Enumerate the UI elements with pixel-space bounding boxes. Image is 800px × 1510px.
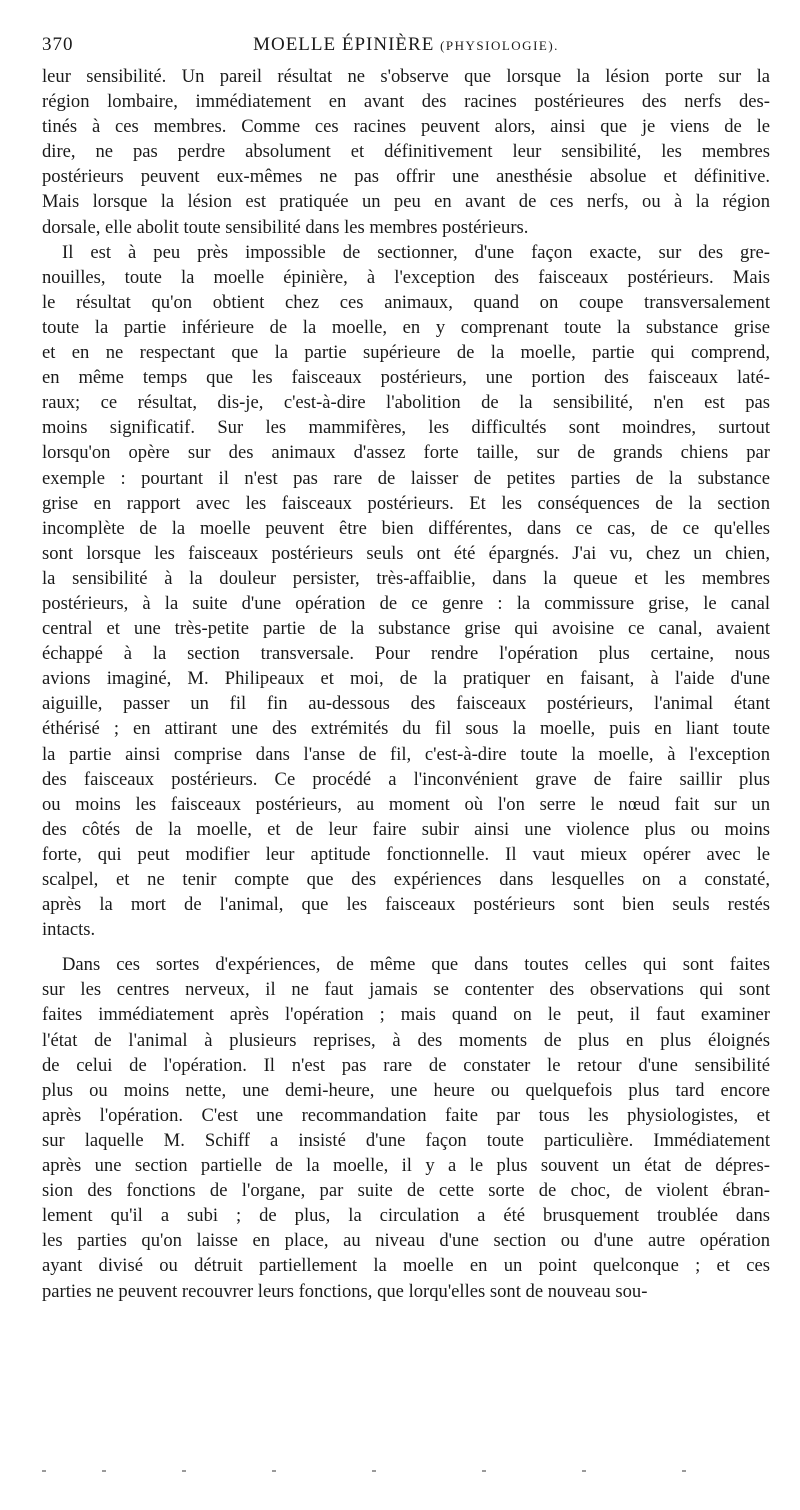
text-line: Il est à peu près impossible de sectionner, d'une façon exacte, sur des gre- xyxy=(62,241,770,263)
running-title-main: MOELLE ÉPINIÈRE xyxy=(253,34,435,55)
text-line: intacts. xyxy=(42,919,96,941)
running-head xyxy=(42,30,770,60)
text-line: exemple : pourtant il n'est pas rare de laisser de petites parties de la substance xyxy=(42,467,770,489)
text-line: postérieurs, à la suite d'une opération de ce genre : la commissure grise, le canal xyxy=(42,592,770,614)
text-line: après l'opération. C'est une recommandation faite par tous les physiologistes, et xyxy=(42,1104,770,1126)
book-page xyxy=(42,30,770,1304)
dot-mark xyxy=(102,1470,106,1472)
bottom-dot-marks xyxy=(42,1470,770,1476)
text-line: postérieurs peuvent eux-mêmes ne pas offrir une anesthésie absolue et définitive. xyxy=(42,166,770,188)
running-title-section: (PHYSIOLOGIE). xyxy=(440,38,559,53)
paragraph-2 xyxy=(42,240,770,943)
text-line: plus ou moins nette, une demi-heure, une heure ou quelquefois plus tard encore xyxy=(42,1079,770,1101)
text-line: le résultat qu'on obtient chez ces animaux, quand on coupe transversalement xyxy=(42,291,770,313)
body-text xyxy=(42,64,770,1304)
text-line: lement qu'il a subi ; de plus, la circulation a été brusquement troublée dans xyxy=(42,1205,770,1227)
text-line: des faisceaux postérieurs. Ce procédé a l'inconvénient grave de faire saillir plus xyxy=(42,768,770,790)
text-line: grise en rapport avec les faisceaux postérieurs. Et les conséquences de la section xyxy=(42,492,770,514)
text-line: raux; ce résultat, dis-je, c'est-à-dire l'abolition de la sensibilité, n'en est pas xyxy=(42,392,770,414)
text-line: dire, ne pas perdre absolument et définitivement leur sensibilité, les membres xyxy=(42,141,770,163)
text-line: et en ne respectant que la partie supérieure de la moelle, partie qui comprend, xyxy=(42,342,770,364)
text-line: scalpel, et ne tenir compte que des expériences dans lesquelles on a constaté, xyxy=(42,869,770,890)
text-line: aiguille, passer un fil fin au-dessous des faisceaux postérieurs, l'animal étant xyxy=(42,693,770,715)
text-line: la sensibilité à la douleur persister, très-affaiblie, dans la queue et les membres xyxy=(42,567,770,589)
paragraph-1 xyxy=(42,64,770,240)
dot-mark xyxy=(42,1470,46,1472)
text-line: dorsale, elle abolit toute sensibilité dans les membres postérieurs. xyxy=(42,216,529,238)
text-line: central et une très-petite partie de la substance grise qui avoisine ce canal, avaient xyxy=(42,618,770,640)
text-line: après la mort de l'animal, que les faisceaux postérieurs sont bien seuls restés xyxy=(42,894,770,916)
text-line: avions imaginé, M. Philipeaux et moi, de la pratiquer en faisant, à l'aide d'une xyxy=(42,668,770,690)
running-title xyxy=(42,34,770,56)
text-line: sont lorsque les faisceaux postérieurs seuls ont été épargnés. J'ai vu, chez un chien, xyxy=(42,542,770,564)
text-line: ayant divisé ou détruit partiellement la moelle en un point quelconque ; et ces xyxy=(42,1255,770,1277)
text-line: incomplète de la moelle peuvent être bien différentes, dans ce cas, de ce qu'elles xyxy=(42,517,770,539)
text-line: leur sensibilité. Un pareil résultat ne s'observe que lorsque la lésion porte sur la xyxy=(42,66,770,87)
text-line: l'état de l'animal à plusieurs reprises, à des moments de plus en plus éloignés xyxy=(42,1029,770,1051)
dot-mark xyxy=(182,1470,186,1472)
text-line: ou moins les faisceaux postérieurs, au moment où l'on serre le nœud fait sur un xyxy=(42,793,770,815)
text-line: la partie ainsi comprise dans l'anse de fil, c'est-à-dire toute la moelle, à l'exception xyxy=(42,743,770,765)
dot-mark xyxy=(582,1470,586,1472)
text-line: nouilles, toute la moelle épinière, à l'exception des faisceaux postérieurs. Mais xyxy=(42,266,770,288)
text-line: lorsqu'on opère sur des animaux d'assez forte taille, sur de grands chiens par xyxy=(42,442,770,464)
paragraph-3 xyxy=(42,952,770,1303)
text-line: toute la partie inférieure de la moelle, en y comprenant toute la substance grise xyxy=(42,316,770,338)
text-line: sur laquelle M. Schiff a insisté d'une façon toute particulière. Immédiatement xyxy=(42,1129,770,1151)
text-line: forte, qui peut modifier leur aptitude fonctionnelle. Il vaut mieux opérer avec le xyxy=(42,843,770,865)
text-line: moins significatif. Sur les mammifères, les difficultés sont moindres, surtout xyxy=(42,417,770,439)
text-line: après une section partielle de la moelle, il y a le plus souvent un état de dépres- xyxy=(42,1155,770,1177)
text-line: en même temps que les faisceaux postérieurs, une portion des faisceaux laté- xyxy=(42,367,770,389)
text-line: éthérisé ; en attirant une des extrémités du fil sous la moelle, puis en liant toute xyxy=(42,718,770,740)
text-line: de celui de l'opération. Il n'est pas rare de constater le retour d'une sensibilité xyxy=(42,1054,770,1076)
text-line: Mais lorsque la lésion est pratiquée un peu en avant de ces nerfs, ou à la région xyxy=(42,191,770,213)
text-line: les parties qu'on laisse en place, au niveau d'une section ou d'une autre opération xyxy=(42,1230,770,1252)
text-line: tinés à ces membres. Comme ces racines peuvent alors, ainsi que je viens de le xyxy=(42,116,770,138)
text-line: échappé à la section transversale. Pour rendre l'opération plus certaine, nous xyxy=(42,643,770,665)
text-line: faites immédiatement après l'opération ; mais quand on le peut, il faut examiner xyxy=(42,1004,770,1026)
text-line: sur les centres nerveux, il ne faut jamais se contenter des observations qui sont xyxy=(42,979,770,1001)
dot-mark xyxy=(482,1470,486,1472)
dot-mark xyxy=(272,1470,276,1472)
text-line: Dans ces sortes d'expériences, de même que dans toutes celles qui sont faites xyxy=(62,954,770,976)
dot-mark xyxy=(372,1470,376,1472)
text-line: des côtés de la moelle, et de leur faire subir ainsi une violence plus ou moins xyxy=(42,818,770,840)
text-line: sion des fonctions de l'organe, par suite de cette sorte de choc, de violent ébran- xyxy=(42,1180,770,1202)
text-line: parties ne peuvent recouvrer leurs fonctions, que lorqu'elles sont de nouveau sou- xyxy=(42,1280,648,1302)
page-number: 370 xyxy=(42,34,74,55)
dot-mark xyxy=(682,1470,686,1472)
text-line: région lombaire, immédiatement en avant des racines postérieures des nerfs des- xyxy=(42,91,770,113)
